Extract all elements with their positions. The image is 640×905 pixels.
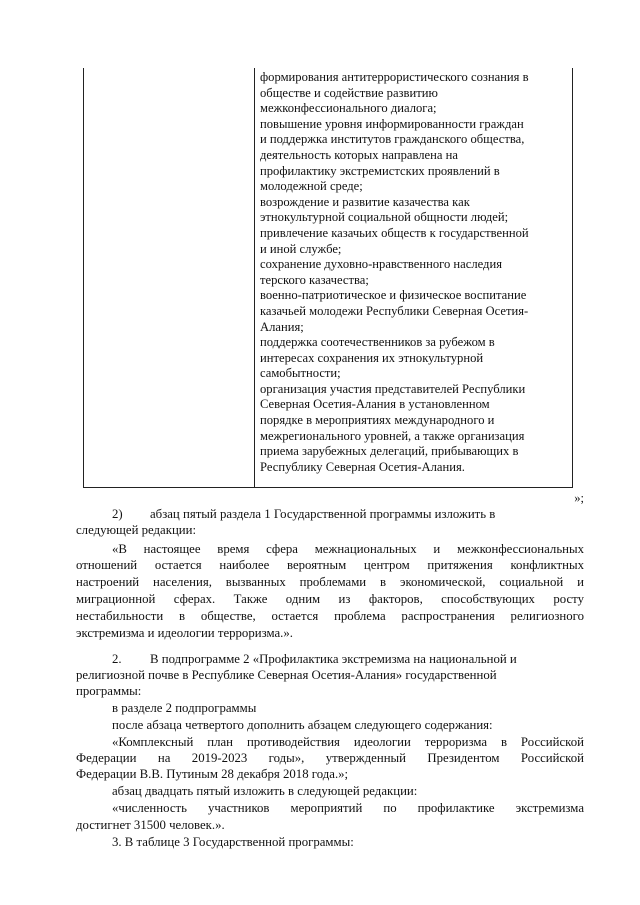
table-cell-line: повышение уровня информированности граждан — [260, 116, 524, 131]
quote-line: миграционной сферах. Также одним из факторов, способствующих росту — [76, 592, 584, 606]
table-right-cell — [260, 70, 570, 475]
quote-line: экстремизма и идеологии терроризма.». — [76, 626, 293, 640]
table-cell-line: этнокультурной социальной общности людей; — [260, 210, 509, 225]
table-cell-line: привлечение казачьих обществ к государственной — [260, 225, 529, 240]
quote-line: достигнет 31500 человек.». — [76, 818, 225, 832]
quote-line: «Комплексный план противодействия идеологии терроризма в Российской — [112, 735, 584, 749]
table-cell-line: обществе и содействие развитию — [260, 85, 438, 100]
quote-line: настроений населения, вызванных проблемами в экономической, социальной и — [76, 575, 584, 589]
table-cell-line: формирования антитеррористического сознания в — [260, 70, 529, 84]
quote-line: нестабильности в обществе, остается проблема распространения религиозного — [76, 609, 584, 623]
section-number: 2. — [112, 652, 122, 666]
table-cell-line: профилактику экстремистских проявлений в — [260, 163, 500, 178]
paragraph-line: религиозной почве в Республике Северная Осетия-Алания» государственной — [76, 668, 497, 682]
table-cell-line: молодежной среде; — [260, 179, 363, 194]
paragraph-line: в разделе 2 подпрограммы — [112, 701, 257, 715]
table-cell-line: межрегионального уровней, а также организация — [260, 428, 525, 443]
paragraph-line: следующей редакции: — [76, 523, 197, 537]
table-cell-line: и иной службе; — [260, 241, 342, 256]
quote-line: отношений остается наиболее вероятным центром притяжения конфликтных — [76, 558, 584, 572]
quote-line: «численность участников мероприятий по профилактике экстремизма — [112, 801, 584, 815]
table-cell-line: Алания; — [260, 319, 304, 334]
table-cell-line: приема зарубежных делегаций, прибывающих в — [260, 444, 519, 459]
quote-line: Федерации В.В. Путиным 28 декабря 2018 года.»; — [76, 767, 349, 781]
paragraph-line: В подпрограмме 2 «Профилактика экстремизма на национальной и — [150, 652, 517, 666]
table-cell-line: возрождение и развитие казачества как — [260, 194, 470, 209]
table-cell-line: самобытности; — [260, 366, 341, 381]
paragraph-line: программы: — [76, 684, 142, 698]
table-cell-line: военно-патриотическое и физическое воспитание — [260, 288, 527, 303]
table-cell-line: Республику Северная Осетия-Алания. — [260, 459, 465, 474]
item-number: 2) — [112, 507, 123, 521]
table-cell-line: интересах сохранения их этнокультурной — [260, 350, 484, 365]
program-table — [83, 68, 573, 488]
closing-quote: »; — [574, 491, 584, 505]
table-cell-line: организация участия представителей Республики — [260, 381, 526, 396]
section-heading: 3. В таблице 3 Государственной программы: — [112, 835, 354, 849]
table-cell-line: Северная Осетия-Алания в установленном — [260, 397, 490, 412]
table-column-divider — [254, 68, 255, 487]
quote-line: «В настоящее время сфера межнациональных и межконфессиональных — [112, 542, 584, 556]
quote-line: Федерации на 2019-2023 годы», утвержденный Президентом Российской — [76, 751, 584, 765]
paragraph-line: абзац пятый раздела 1 Государственной программы изложить в — [150, 507, 496, 521]
table-cell-line: поддержка соотечественников за рубежом в — [260, 335, 495, 350]
paragraph-line: абзац двадцать пятый изложить в следующей редакции: — [112, 784, 418, 798]
table-cell-line: и поддержка институтов гражданского общества, — [260, 132, 525, 147]
table-cell-line: казачьей молодежи Республики Северная Осетия- — [260, 303, 529, 318]
table-cell-line: терского казачества; — [260, 272, 369, 287]
table-cell-line: сохранение духовно-нравственного наследия — [260, 257, 502, 272]
table-cell-line: деятельность которых направлена на — [260, 147, 458, 162]
paragraph-line: после абзаца четвертого дополнить абзацем следующего содержания: — [112, 718, 493, 732]
table-cell-line: порядке в мероприятиях международного и — [260, 413, 495, 428]
table-cell-line: межконфессионального диалога; — [260, 101, 437, 116]
